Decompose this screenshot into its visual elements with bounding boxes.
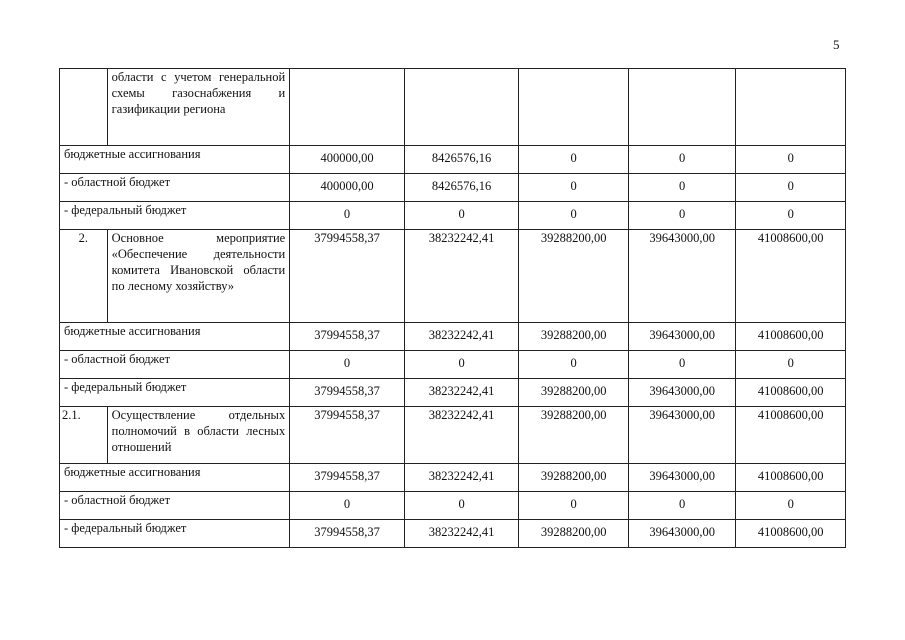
cell-activity-name: Осуществление отдельных полномочий в области лесных отношений — [107, 407, 290, 464]
cell-value: 37994558,37 — [290, 464, 405, 492]
cell-value: 39643000,00 — [628, 407, 736, 464]
cell-funding-label: - федеральный бюджет — [60, 379, 290, 407]
cell-number-empty — [60, 69, 108, 146]
cell-value: 8426576,16 — [404, 146, 519, 174]
cell-value: 37994558,37 — [290, 379, 405, 407]
cell-value: 39288200,00 — [519, 230, 629, 323]
cell-value: 39643000,00 — [628, 520, 736, 548]
cell-value: 0 — [736, 146, 846, 174]
cell-value: 0 — [519, 202, 629, 230]
cell-value: 400000,00 — [290, 174, 405, 202]
cell-value: 41008600,00 — [736, 323, 846, 351]
cell-value: 0 — [519, 351, 629, 379]
table-row — [60, 351, 846, 379]
cell-value: 37994558,37 — [290, 323, 405, 351]
table-row — [60, 174, 846, 202]
cell-value: 37994558,37 — [290, 230, 405, 323]
cell-value: 0 — [404, 492, 519, 520]
cell-value — [628, 69, 736, 146]
cell-value: 41008600,00 — [736, 379, 846, 407]
table-row — [60, 379, 846, 407]
table-row-continuation — [60, 69, 846, 146]
cell-value: 41008600,00 — [736, 520, 846, 548]
cell-value: 8426576,16 — [404, 174, 519, 202]
cell-value — [519, 69, 629, 146]
cell-value: 38232242,41 — [404, 379, 519, 407]
cell-funding-label: - областной бюджет — [60, 351, 290, 379]
cell-funding-label: - областной бюджет — [60, 174, 290, 202]
cell-activity-name: области с учетом генеральной схемы газоснабжения и газификации региона — [107, 69, 290, 146]
cell-value: 41008600,00 — [736, 230, 846, 323]
cell-activity-number: 2.1. — [60, 407, 108, 464]
cell-value: 39643000,00 — [628, 464, 736, 492]
cell-funding-label: бюджетные ассигнования — [60, 146, 290, 174]
cell-value: 0 — [628, 492, 736, 520]
cell-funding-label: - областной бюджет — [60, 492, 290, 520]
cell-value: 0 — [290, 351, 405, 379]
cell-value: 39643000,00 — [628, 379, 736, 407]
table-row — [60, 146, 846, 174]
cell-value: 38232242,41 — [404, 230, 519, 323]
table-row — [60, 520, 846, 548]
cell-value: 41008600,00 — [736, 464, 846, 492]
cell-value: 0 — [404, 351, 519, 379]
cell-value — [290, 69, 405, 146]
cell-value: 39288200,00 — [519, 407, 629, 464]
cell-value: 39643000,00 — [628, 323, 736, 351]
cell-value: 0 — [628, 146, 736, 174]
cell-value: 39288200,00 — [519, 520, 629, 548]
cell-value: 0 — [290, 492, 405, 520]
cell-value: 0 — [736, 202, 846, 230]
cell-value: 0 — [736, 351, 846, 379]
cell-activity-number: 2. — [60, 230, 108, 323]
cell-value: 0 — [519, 146, 629, 174]
cell-value: 0 — [736, 492, 846, 520]
table-row — [60, 323, 846, 351]
cell-value: 0 — [519, 174, 629, 202]
cell-value: 39288200,00 — [519, 323, 629, 351]
cell-value: 0 — [404, 202, 519, 230]
cell-funding-label: бюджетные ассигнования — [60, 464, 290, 492]
cell-funding-label: - федеральный бюджет — [60, 520, 290, 548]
cell-value: 39643000,00 — [628, 230, 736, 323]
cell-value: 0 — [736, 174, 846, 202]
table-row — [60, 464, 846, 492]
cell-value: 0 — [519, 492, 629, 520]
table-row — [60, 202, 846, 230]
cell-value: 400000,00 — [290, 146, 405, 174]
cell-value: 0 — [628, 174, 736, 202]
cell-funding-label: - федеральный бюджет — [60, 202, 290, 230]
cell-value: 0 — [628, 351, 736, 379]
cell-value: 0 — [290, 202, 405, 230]
cell-value: 39288200,00 — [519, 464, 629, 492]
cell-value: 37994558,37 — [290, 520, 405, 548]
cell-value: 39288200,00 — [519, 379, 629, 407]
cell-funding-label: бюджетные ассигнования — [60, 323, 290, 351]
cell-value: 38232242,41 — [404, 464, 519, 492]
cell-value: 37994558,37 — [290, 407, 405, 464]
cell-value — [736, 69, 846, 146]
cell-value: 38232242,41 — [404, 520, 519, 548]
table-row — [60, 492, 846, 520]
table-row-activity — [60, 230, 846, 323]
cell-value: 0 — [628, 202, 736, 230]
cell-value: 41008600,00 — [736, 407, 846, 464]
page-number: 5 — [833, 37, 840, 52]
cell-value — [404, 69, 519, 146]
cell-value: 38232242,41 — [404, 407, 519, 464]
cell-activity-name: Основное мероприятие «Обеспечение деятельности комитета Ивановской области по лесному хозяйству» — [107, 230, 290, 323]
budget-table — [59, 68, 846, 548]
cell-value: 38232242,41 — [404, 323, 519, 351]
table-row-activity — [60, 407, 846, 464]
